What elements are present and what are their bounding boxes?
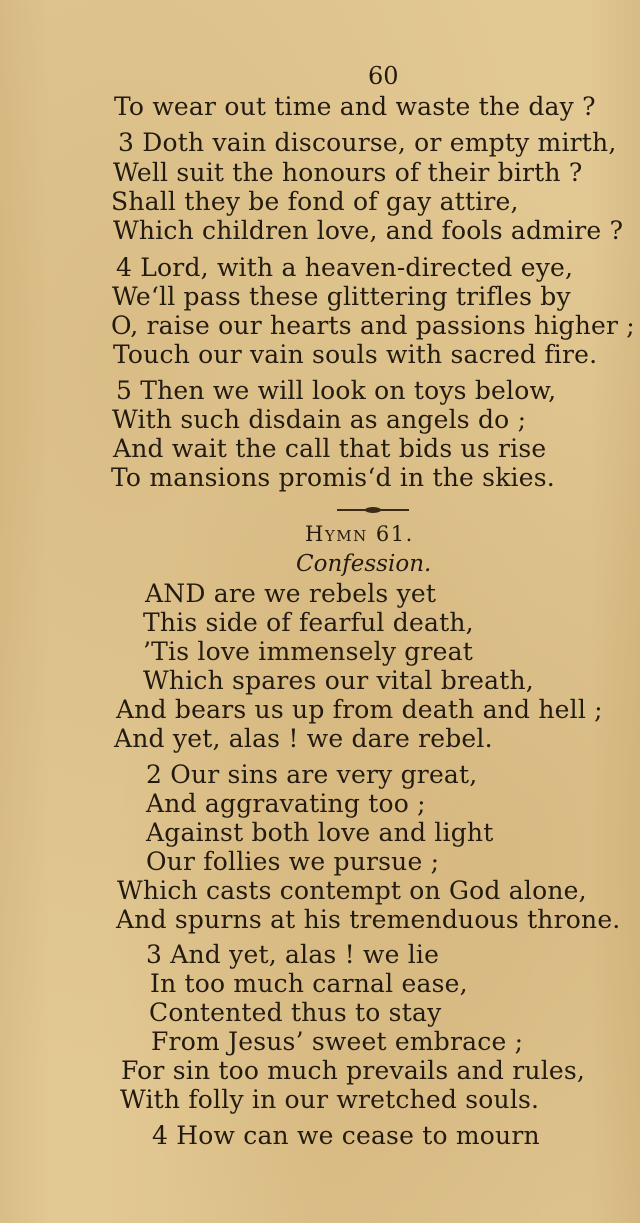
verse-line: Contented thus to stay bbox=[149, 998, 442, 1027]
verse-line: Which children love, and fools admire ? bbox=[113, 216, 624, 245]
verse-line: And aggravating too ; bbox=[146, 789, 426, 818]
verse-line: To wear out time and waste the day ? bbox=[114, 92, 596, 121]
verse-line: And wait the call that bids us rise bbox=[113, 434, 547, 463]
verse-line: In too much carnal ease, bbox=[150, 969, 468, 998]
verse-line: Touch our vain souls with sacred fire. bbox=[113, 340, 598, 369]
hymn-title: Hymn 61. bbox=[305, 522, 414, 546]
verse-line: 4 Lord, with a heaven-directed eye, bbox=[116, 253, 574, 282]
verse-line: With folly in our wretched souls. bbox=[120, 1085, 540, 1114]
verse-line: We‘ll pass these glittering trifles by bbox=[112, 282, 571, 311]
verse-line: O, raise our hearts and passions higher ; bbox=[111, 311, 635, 340]
verse-line: From Jesus’ sweet embrace ; bbox=[151, 1027, 524, 1056]
verse-line: 2 Our sins are very great, bbox=[146, 760, 478, 789]
verse-line: And yet, alas ! we dare rebel. bbox=[114, 724, 493, 753]
hymn-subtitle: Confession. bbox=[296, 551, 432, 577]
verse-line: ’Tis love immensely great bbox=[143, 637, 473, 666]
verse-line: This side of fearful death, bbox=[143, 608, 474, 637]
section-divider bbox=[337, 509, 409, 511]
verse-line: Which casts contempt on God alone, bbox=[117, 876, 587, 905]
verse-line: Well suit the honours of their birth ? bbox=[113, 158, 583, 187]
verse-line: Shall they be fond of gay attire, bbox=[111, 187, 519, 216]
page-number: 60 bbox=[368, 62, 399, 90]
verse-line: 3 Doth vain discourse, or empty mirth, bbox=[118, 128, 617, 157]
verse-line: 5 Then we will look on toys below, bbox=[116, 376, 557, 405]
verse-line: Our follies we pursue ; bbox=[146, 847, 440, 876]
verse-line: With such disdain as angels do ; bbox=[112, 405, 527, 434]
verse-line: For sin too much prevails and rules, bbox=[121, 1056, 586, 1085]
verse-line: 3 And yet, alas ! we lie bbox=[146, 940, 440, 969]
verse-line: To mansions promis‘d in the skies. bbox=[111, 463, 555, 492]
verse-line: AND are we rebels yet bbox=[145, 579, 437, 608]
verse-line: 4 How can we cease to mourn bbox=[152, 1121, 540, 1150]
verse-line: Against both love and light bbox=[146, 818, 494, 847]
verse-line: And spurns at his tremenduous throne. bbox=[116, 905, 621, 934]
verse-line: Which spares our vital breath, bbox=[143, 666, 534, 695]
verse-line: And bears us up from death and hell ; bbox=[116, 695, 603, 724]
